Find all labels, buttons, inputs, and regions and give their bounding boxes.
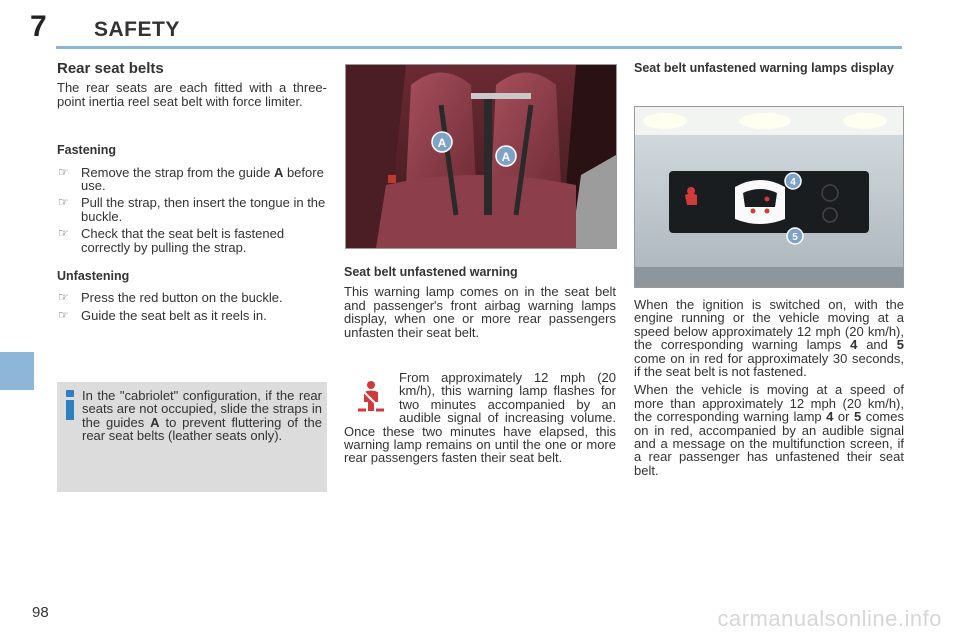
warning-body: This warning lamp comes on in the seat belt and passenger's front airbag warning lamps display, when one or more rear passengers unfasten their seat belt.: [344, 284, 616, 340]
pointing-hand-icon: ☞: [58, 290, 69, 305]
page-number: 98: [32, 604, 49, 621]
list-item: ☞ Check that the seat belt is fastened correctly by pulling the strap.: [58, 226, 285, 255]
display-paragraph-2: When the vehicle is moving at a speed of more than approximately 12 mph (20 km/h), the corresponding warning lamp 4 or 5 comes on in red, accompanied by an audible signal and a message on the multifunction screen, if a rear passenger has unfastened their seat belt.: [634, 382, 904, 478]
seat-belt-warning-icon: [354, 380, 388, 414]
warning-title: Seat belt unfastened warning: [344, 265, 518, 279]
fastening-list: [57, 166, 327, 254]
pointing-hand-icon: ☞: [58, 307, 69, 322]
warning-flash-text: From approximately 12 mph (20 km/h), this warning lamp flashes for two minutes accompanied by an audible signal of increasing volume. Once these two minutes have elapsed, this warning lamp remains on until the one or more rear passengers fasten their seat belt.: [344, 370, 616, 466]
rear-seats-photo: [345, 64, 617, 249]
display-title: Seat belt unfastened warning lamps display: [634, 61, 894, 75]
seat-belt-warning-section: [344, 266, 616, 339]
warning-lamps-display-section: [634, 62, 904, 75]
rear-seat-belts-section: [57, 62, 327, 326]
list-item: ☞ Pull the strap, then insert the tongue in the buckle.: [58, 195, 326, 224]
chapter-side-tab: [0, 352, 34, 390]
intro-text: The rear seats are each fitted with a three-point inertia reel seat belt with force limiter.: [57, 80, 327, 109]
pointing-hand-icon: ☞: [58, 226, 69, 241]
list-item: ☞ Remove the strap from the guide A before use.: [58, 164, 324, 194]
header-rule: [56, 46, 902, 49]
section-title: Rear seat belts: [57, 60, 164, 77]
warning-lamps-display-photo: [634, 106, 904, 288]
warning-lamps-display-illustration: [635, 107, 903, 287]
fastening-title: Fastening: [57, 143, 117, 158]
pointing-hand-icon: ☞: [58, 164, 69, 179]
display-paragraph-1: When the ignition is switched on, with the engine running or the vehicle moving at a speed below approximately 12 mph (20 km/h), the corresponding warning lamps 4 and 5 come on in red for approximately 30 seconds, if the seat belt is not fastened.: [634, 297, 904, 380]
info-text: In the "cabriolet" configuration, if the rear seats are not occupied, slide the straps in the guides A to prevent fluttering of the rear seat belts (leather seats only).: [82, 388, 322, 444]
pointing-hand-icon: ☞: [58, 195, 69, 210]
chapter-number: 7: [30, 10, 47, 43]
display-description: [634, 298, 904, 477]
lamp-4-label: 4: [790, 177, 796, 188]
info-box: [57, 382, 327, 492]
chapter-title: SAFETY: [94, 18, 180, 41]
footer-watermark: carmanualsonline.info: [717, 606, 942, 631]
list-item: ☞ Press the red button on the buckle.: [58, 290, 283, 306]
info-icon: [62, 390, 78, 422]
unfastening-title: Unfastening: [57, 269, 130, 284]
unfastening-list: [57, 291, 327, 322]
guide-a-label-right: A: [501, 150, 511, 164]
lamp-5-label: 5: [792, 232, 798, 243]
guide-a-label-left: A: [437, 136, 447, 150]
list-item: ☞ Guide the seat belt as it reels in.: [58, 307, 267, 323]
rear-seats-illustration: [346, 65, 616, 248]
